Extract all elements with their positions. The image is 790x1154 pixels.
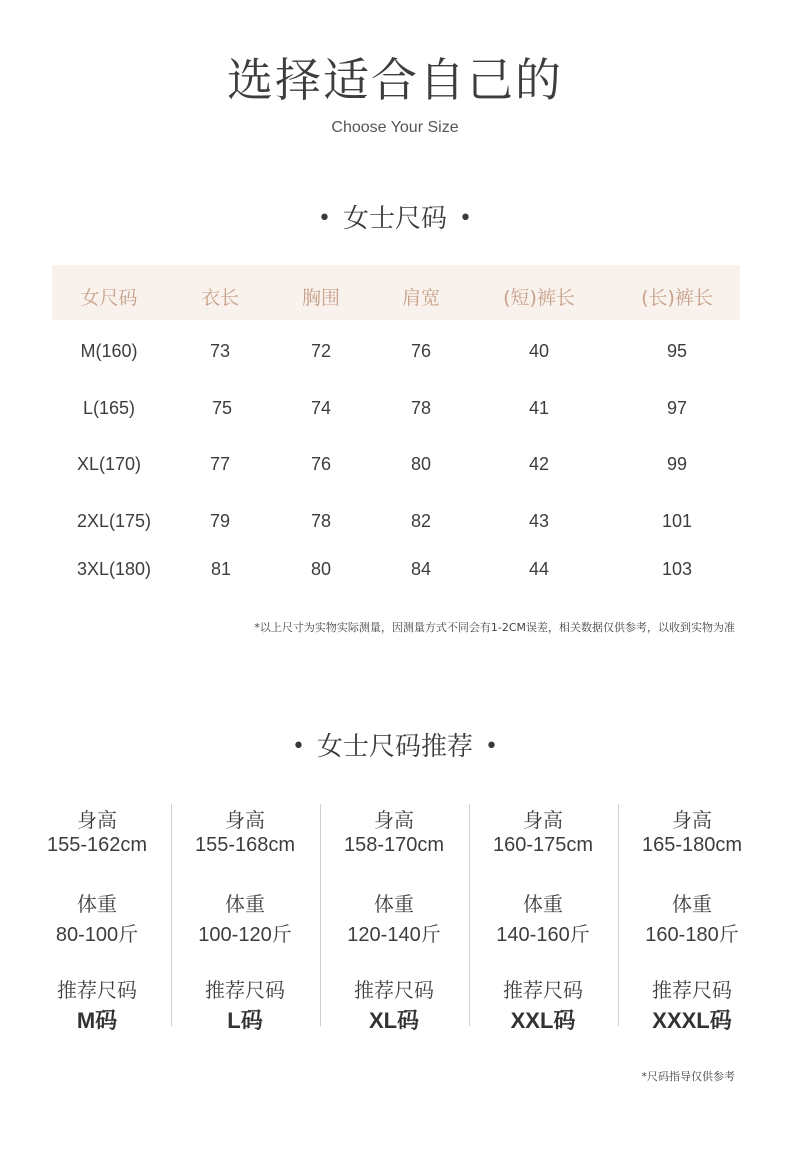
table-cell: 43 — [528, 511, 550, 531]
table-cell: 77 — [209, 454, 231, 474]
table-cell: 79 — [209, 511, 231, 531]
height-value: 160-175cm — [492, 834, 594, 856]
weight-label: 体重 — [672, 892, 712, 916]
height-label: 身高 — [77, 808, 117, 832]
size-table-note: *以上尺寸为实物实际测量，因测量方式不同会有1-2CM误差，相关数据仅供参考，以收到实物为准 — [254, 621, 735, 634]
column-header: (长)裤长 — [641, 287, 713, 309]
recommended-size: XXXL码 — [652, 1008, 732, 1033]
height-value: 155-162cm — [46, 834, 148, 856]
table-cell: 81 — [210, 559, 232, 579]
recommended-size: XL码 — [368, 1008, 420, 1033]
table-row — [0, 559, 790, 583]
table-cell: XL(170) — [76, 454, 142, 474]
table-cell: 40 — [528, 341, 550, 361]
table-cell: 80 — [410, 454, 432, 474]
weight-value: 160-180斤 — [645, 924, 739, 946]
table-cell: 42 — [528, 454, 550, 474]
table-row — [0, 511, 790, 535]
weight-value: 140-160斤 — [496, 924, 590, 946]
weight-value: 120-140斤 — [347, 924, 441, 946]
height-label: 身高 — [225, 808, 265, 832]
bullet-dot-icon: • — [459, 206, 472, 231]
table-cell: 76 — [310, 454, 332, 474]
weight-label: 体重 — [225, 892, 265, 916]
recommend-note: *尺码指导仅供参考 — [641, 1070, 735, 1083]
table-cell: 76 — [410, 341, 432, 361]
table-cell: 74 — [310, 398, 332, 418]
bullet-dot-icon: • — [485, 734, 498, 759]
table-cell: L(165) — [82, 398, 136, 418]
page-subtitle: Choose Your Size — [331, 119, 459, 136]
weight-value: 100-120斤 — [198, 924, 292, 946]
table-cell: 78 — [310, 511, 332, 531]
table-row — [0, 398, 790, 422]
height-label: 身高 — [672, 808, 712, 832]
height-label: 身高 — [374, 808, 414, 832]
column-header: 胸围 — [301, 287, 341, 309]
column-header: 女尺码 — [80, 287, 138, 309]
table-cell: 97 — [666, 398, 688, 418]
weight-label: 体重 — [523, 892, 563, 916]
column-header: (短)裤长 — [503, 287, 575, 309]
table-cell: 75 — [211, 398, 233, 418]
bullet-dot-icon: • — [292, 734, 305, 759]
height-value: 158-170cm — [343, 834, 445, 856]
height-value: 155-168cm — [194, 834, 296, 856]
size-table-title: • 女士尺码 • — [318, 204, 472, 234]
height-label: 身高 — [523, 808, 563, 832]
table-cell: 41 — [528, 398, 550, 418]
table-cell: 78 — [410, 398, 432, 418]
table-cell: 73 — [209, 341, 231, 361]
bullet-dot-icon: • — [318, 206, 331, 231]
weight-value: 80-100斤 — [55, 924, 139, 946]
table-row — [0, 341, 790, 365]
column-header: 衣长 — [200, 287, 240, 309]
table-cell: 99 — [666, 454, 688, 474]
height-value: 165-180cm — [641, 834, 743, 856]
table-cell: 95 — [666, 341, 688, 361]
weight-label: 体重 — [77, 892, 117, 916]
table-cell: 101 — [661, 511, 693, 531]
size-label: 推荐尺码 — [652, 978, 732, 1002]
size-label: 推荐尺码 — [503, 978, 583, 1002]
weight-label: 体重 — [374, 892, 414, 916]
recommended-size: M码 — [76, 1008, 118, 1033]
table-cell: 80 — [310, 559, 332, 579]
table-row — [0, 454, 790, 478]
recommended-size: XXL码 — [510, 1008, 576, 1033]
page-title: 选择适合自己的 — [227, 53, 563, 107]
table-cell: 2XL(175) — [76, 511, 152, 531]
table-cell: 72 — [310, 341, 332, 361]
table-cell: 44 — [528, 559, 550, 579]
column-header: 肩宽 — [401, 287, 441, 309]
table-cell: 84 — [410, 559, 432, 579]
table-cell: 3XL(180) — [76, 559, 152, 579]
size-table-header — [52, 265, 740, 320]
size-label: 推荐尺码 — [57, 978, 137, 1002]
recommend-title: • 女士尺码推荐 • — [292, 732, 498, 762]
size-label: 推荐尺码 — [354, 978, 434, 1002]
size-label: 推荐尺码 — [205, 978, 285, 1002]
table-cell: M(160) — [80, 341, 138, 361]
recommended-size: L码 — [227, 1008, 263, 1033]
table-cell: 103 — [661, 559, 693, 579]
table-cell: 82 — [410, 511, 432, 531]
